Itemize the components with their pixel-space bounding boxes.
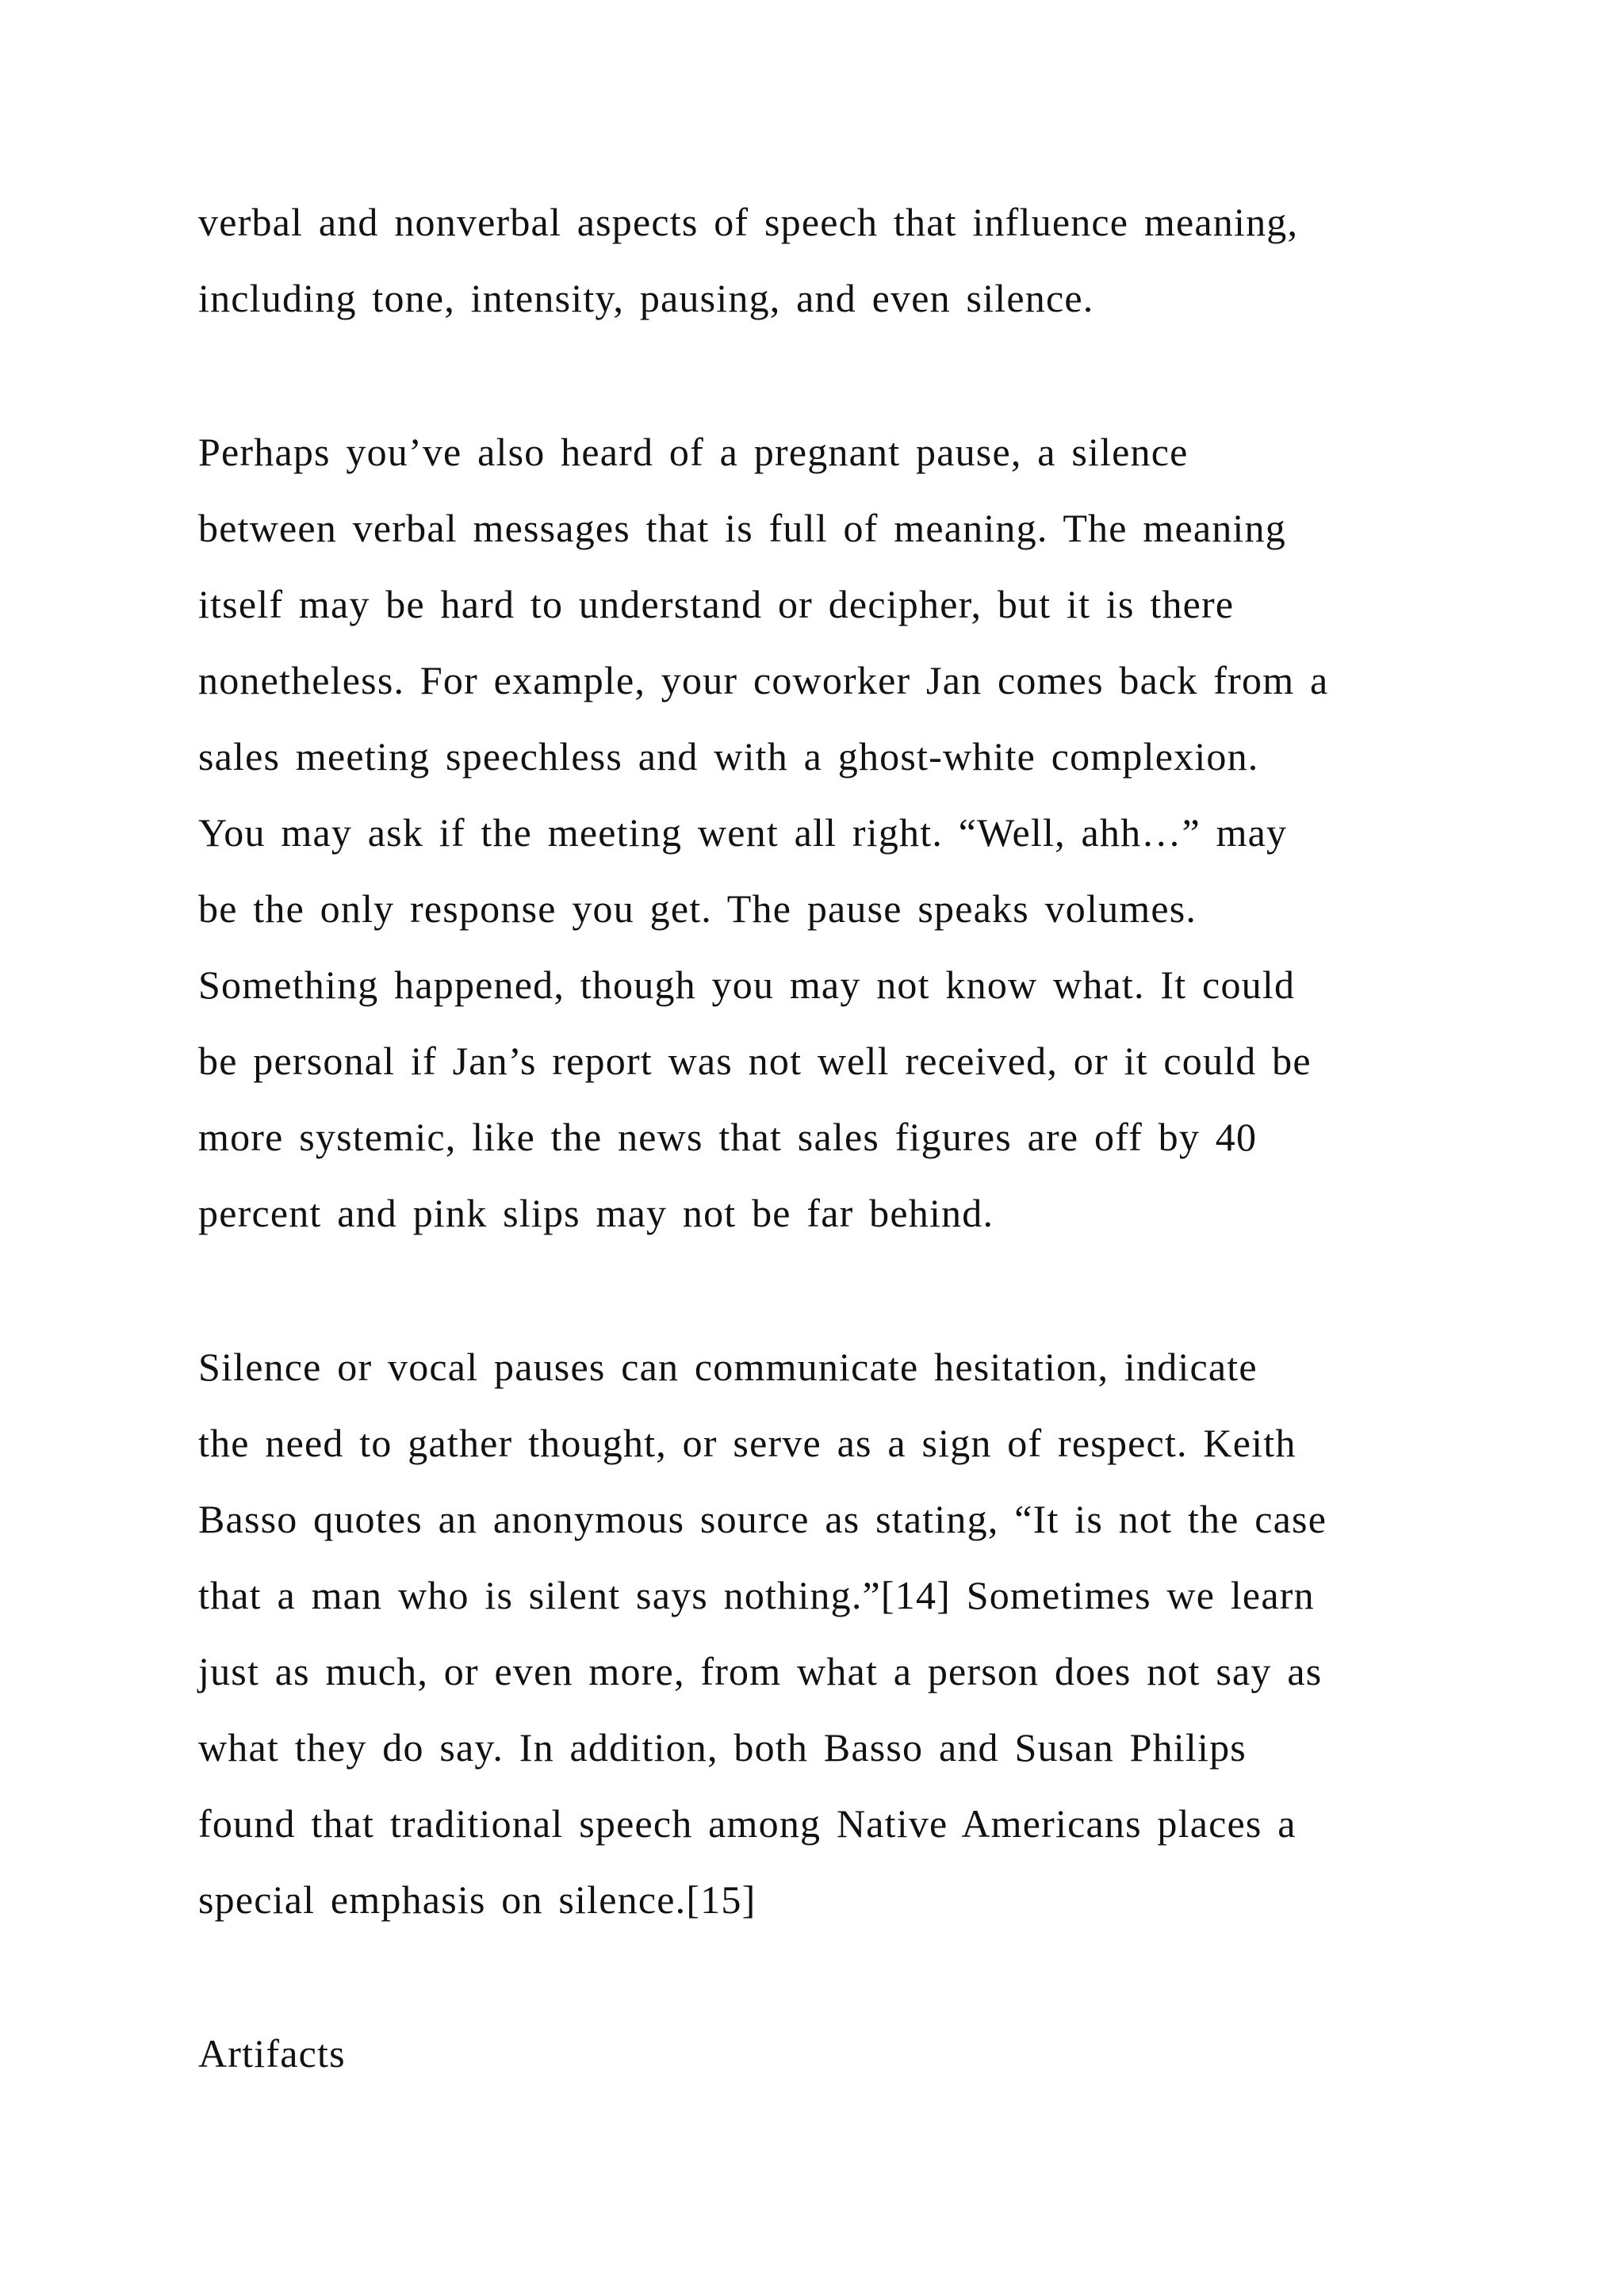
paragraph-3-line-7: found that traditional speech among Native Americans places a (198, 1801, 1297, 1846)
paragraph-2-line-5: sales meeting speechless and with a ghost-white complexion. (198, 734, 1259, 779)
paragraph-2-line-9: be personal if Jan’s report was not well received, or it could be (198, 1039, 1312, 1083)
paragraph-3-line-6: what they do say. In addition, both Basso and Susan Philips (198, 1725, 1247, 1770)
paragraph-2-line-3: itself may be hard to understand or decipher, but it is there (198, 582, 1235, 626)
section-heading: Artifacts (198, 2031, 346, 2076)
paragraph-1-line-1: verbal and nonverbal aspects of speech that influence meaning, (198, 200, 1299, 244)
paragraph-2-line-8: Something happened, though you may not know what. It could (198, 962, 1296, 1007)
paragraph-2-line-2: between verbal messages that is full of meaning. The meaning (198, 506, 1286, 550)
paragraph-2-line-10: more systemic, like the news that sales figures are off by 40 (198, 1115, 1258, 1159)
paragraph-3-line-3: Basso quotes an anonymous source as stating, “It is not the case (198, 1497, 1327, 1541)
paragraph-3-line-1: Silence or vocal pauses can communicate hesitation, indicate (198, 1345, 1258, 1389)
paragraph-3-line-8: special emphasis on silence.[15] (198, 1877, 756, 1922)
paragraph-3-line-2: the need to gather thought, or serve as a sign of respect. Keith (198, 1421, 1297, 1465)
paragraph-3-line-4: that a man who is silent says nothing.”[14] Sometimes we learn (198, 1573, 1315, 1617)
paragraph-2-line-4: nonetheless. For example, your coworker Jan comes back from a (198, 658, 1329, 702)
paragraph-2-line-6: You may ask if the meeting went all right. “Well, ahh…” may (198, 810, 1288, 855)
paragraph-1-line-2: including tone, intensity, pausing, and even silence. (198, 276, 1094, 320)
paragraph-2-line-1: Perhaps you’ve also heard of a pregnant pause, a silence (198, 430, 1189, 474)
paragraph-3-line-5: just as much, or even more, from what a person does not say as (198, 1649, 1323, 1693)
paragraph-2-line-7: be the only response you get. The pause speaks volumes. (198, 886, 1197, 931)
paragraph-2-line-11: percent and pink slips may not be far behind. (198, 1191, 994, 1235)
